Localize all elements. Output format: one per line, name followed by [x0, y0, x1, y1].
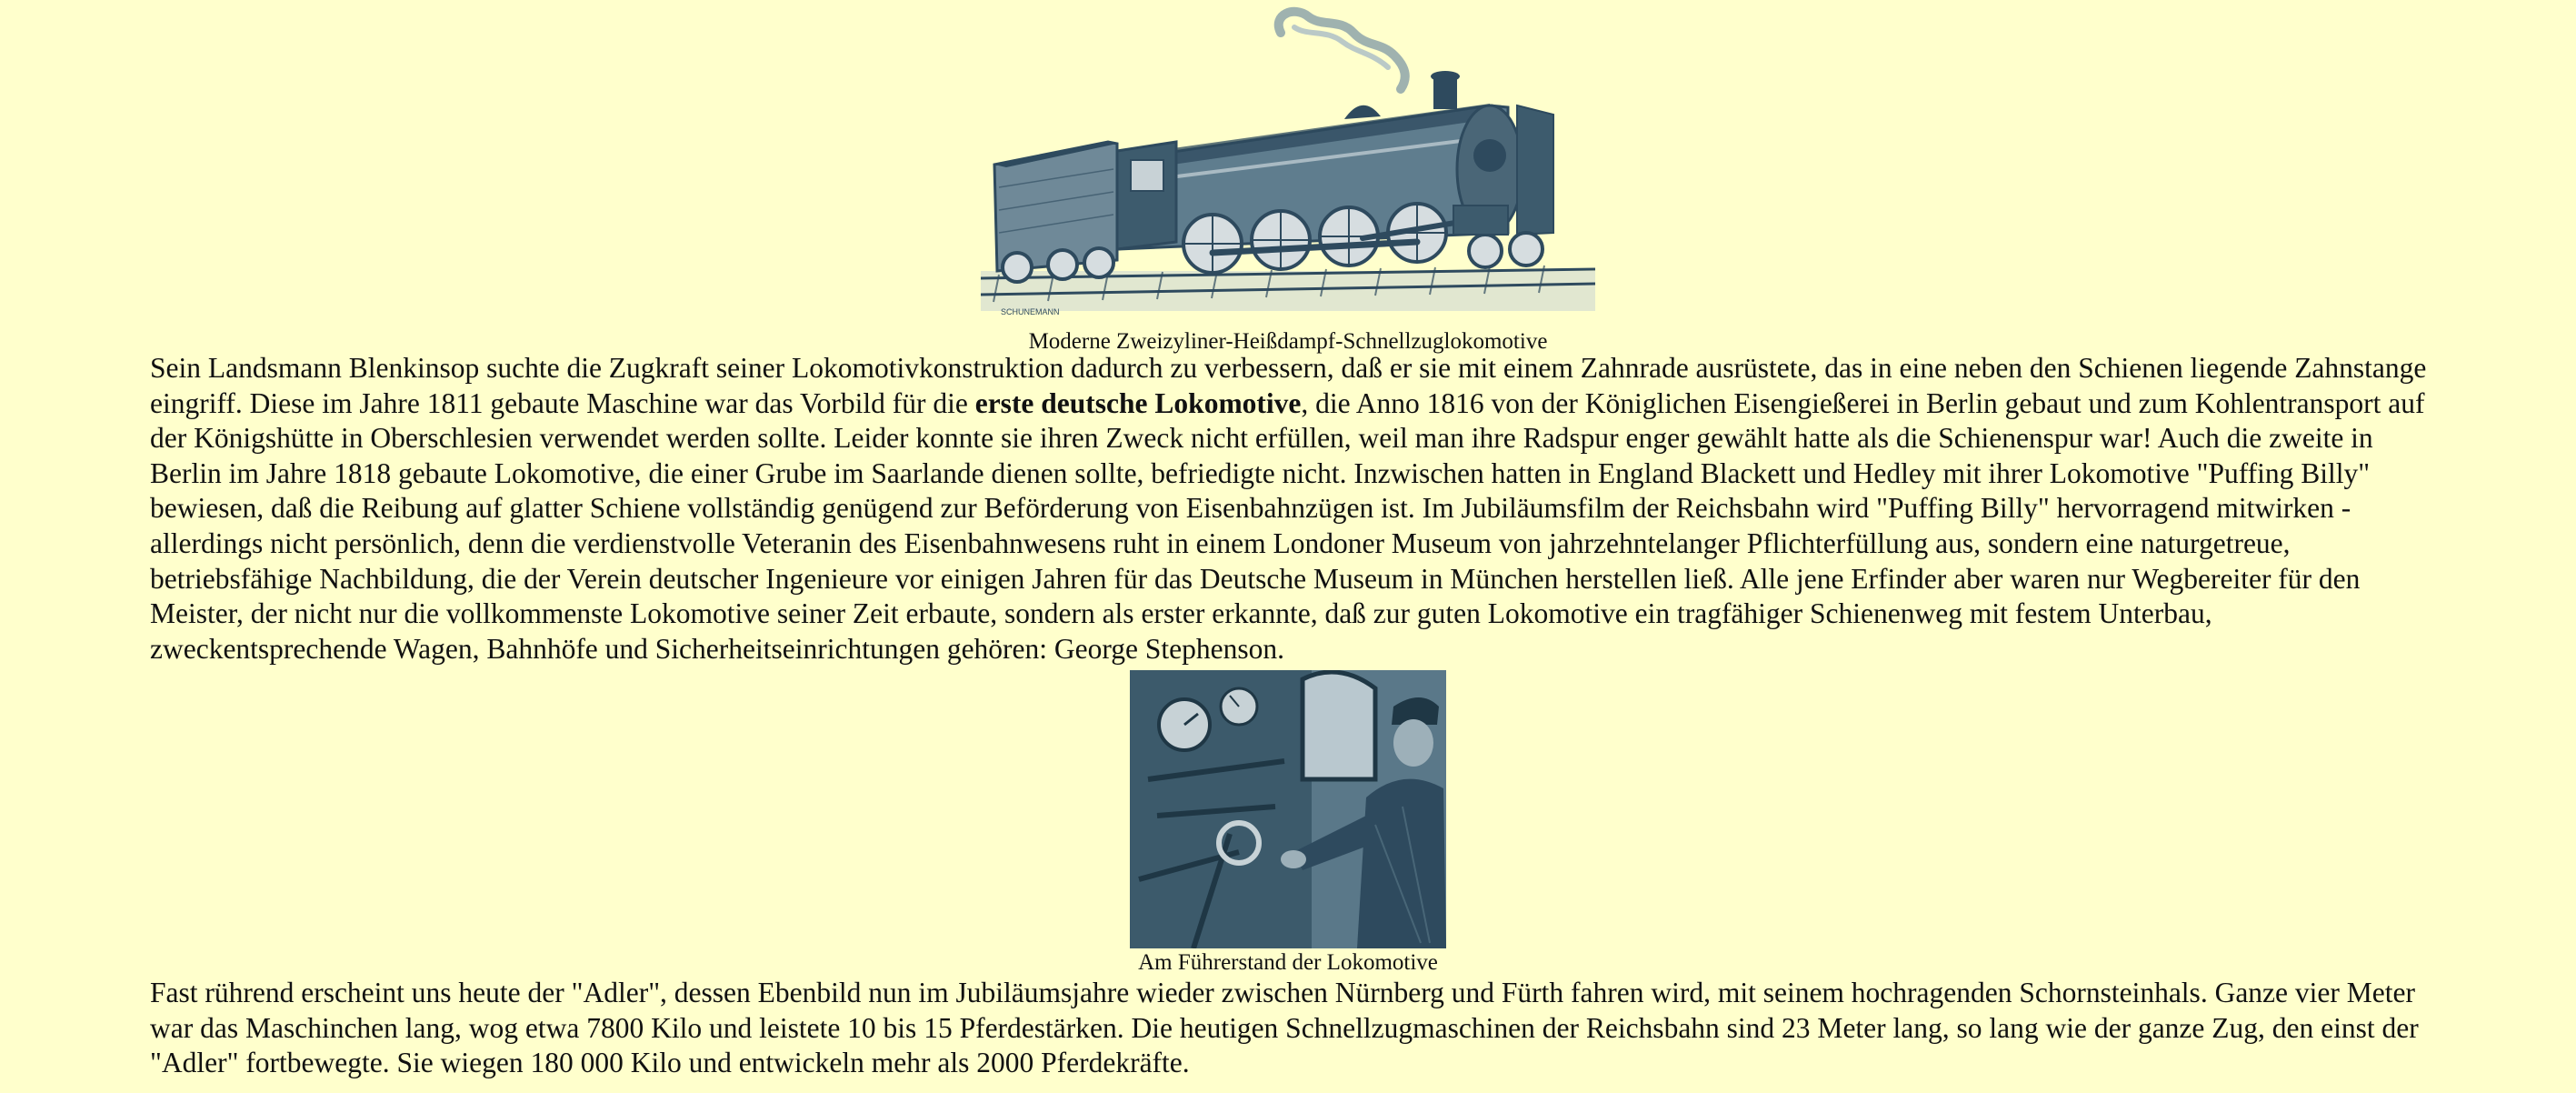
figure-caption: Moderne Zweizyliner-Heißdampf-Schnellzuglokomotive: [1028, 329, 1548, 354]
locomotive-driver-cab-illustration: [1130, 670, 1446, 948]
paragraph-2: Fast rührend erscheint uns heute der "Adler", dessen Ebenbild nun im Jubiläumsjahre wieder zwischen Nürnberg und Fürth fahren wird, mit seinem hochragenden Schornsteinhals. Ganze vier Meter war das Maschinchen lang, wog etwa 7800 Kilo und leistete 10 bis 15 Pferdestärken. Die heutigen Schnellzugmaschinen der Reichsbahn sind 23 Meter lang, so lang wie der ganze Zug, den einst der "Adler" fortbewegte. Sie wiegen 180 000 Kilo und entwickeln mehr als 2000 Pferdekräfte.: [150, 977, 2419, 1079]
artist-signature: SCHUNEMANN: [1001, 307, 1060, 316]
steam-locomotive-illustration: [981, 5, 1595, 327]
cab-figure: [0, 670, 2576, 978]
emphasis-first-german-locomotive: erste deutsche Lokomotive: [974, 386, 1302, 419]
paragraph-1: [150, 351, 2431, 667]
figure-caption: Am Führerstand der Lokomotive: [1138, 950, 1438, 975]
locomotive-figure: [0, 5, 2576, 356]
paragraph-1-text-b: , die Anno 1816 von der Königlichen Eisengießerei in Berlin gebaut und zum Kohlentransport auf der Königshütte in Oberschlesien verwendet werden sollte. Leider konnte sie ihren Zweck nicht erfüllen, weil man ihre Radspur enger gewählt hatte als die Schienenspur war! Auch die zweite in Berlin im Jahre 1818 gebaute Lokomotive, die einer Grube im Saarlande dienen sollte, befriedigte nicht. Inzwischen hatten in England Blackett und Hedley mit ihrer Lokomotive "Puffing Billy" bewiesen, daß die Reibung auf glatter Schiene vollständig genügend zur Beförderung von Eisenbahnzügen ist. Im Jubiläumsfilm der Reichsbahn wird "Puffing Billy" hervorragend mitwirken - allerdings nicht persönlich, denn die verdienstvolle Veteranin des Eisenbahnwesens ruht in einem Londoner Museum von jahrzehntelanger Pflichterfüllung aus, sondern eine naturgetreue, betriebsfähige Nachbildung, die der Verein deutscher Ingenieure vor einigen Jahren für das Deutsche Museum in München herstellen ließ. Alle jene Erfinder aber waren nur Wegbereiter für den Meister, der nicht nur die vollkommenste Lokomotive seiner Zeit erbaute, sondern als erster erkannte, daß zur guten Lokomotive ein tragfähiger Schienenweg mit festem Unterbau, zweckentsprechende Wagen, Bahnhöfe und Sicherheitseinrichtungen gehören: George Stephenson.: [150, 386, 2425, 665]
paragraph-1-text-a: Sein Landsmann Blenkinsop suchte die Zugkraft seiner Lokomotivkonstruktion dadurch zu verbessern, daß er sie mit einem Zahnrade ausrüstete, das in eine neben den Schienen liegende Zahnstange eingriff. Diese im Jahre 1811 gebaute Maschine war das Vorbild für die: [150, 352, 2427, 419]
